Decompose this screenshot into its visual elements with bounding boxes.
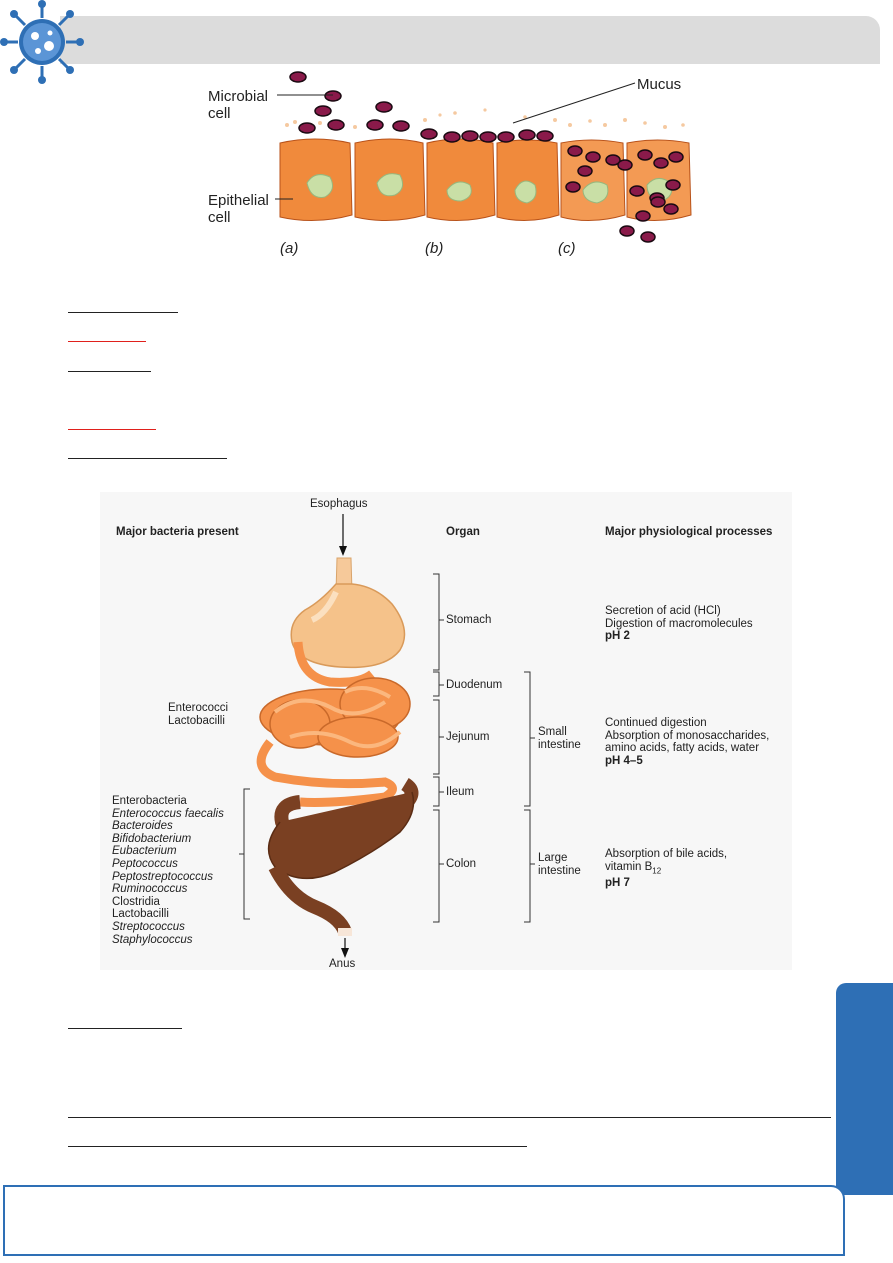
anus-label: Anus [329,958,356,970]
panel-a-label: (a) [280,240,299,257]
note-box [3,1185,845,1256]
epithelium-illustration [195,65,695,265]
answer-line [68,312,178,313]
virus-icon [0,0,84,84]
figure-epithelium [195,65,695,265]
organ-header: Organ [446,526,480,538]
microbial-cell-label: Microbial cell [208,88,269,122]
answer-line [68,371,151,372]
epithelial-cell-label: Epithelial cell [208,192,269,226]
organ-jejunum: Jejunum [446,731,490,743]
mucus-label: Mucus [637,76,682,93]
answer-line [68,458,227,459]
bacteria-upper-list: Enterococci Lactobacilli [168,702,229,727]
organ-ileum: Ileum [446,786,475,798]
large-intestine-processes: Absorption of bile acids, vitamin $B_{12}$ pH 7 [605,848,728,890]
organ-colon: Colon [446,858,477,870]
header-bar [60,16,880,64]
answer-line [68,1146,527,1147]
panel-c-label: (c) [558,240,576,257]
processes-header: Major physiological processes [605,526,773,538]
figure-gi-tract [100,492,792,970]
small-intestine-label: Small intestine [538,726,581,751]
answer-line-red [68,429,156,430]
organ-stomach: Stomach [446,614,492,626]
answer-line-red [68,341,146,342]
panel-b-label: (b) [425,240,444,257]
esophagus-label: Esophagus [310,498,368,510]
chapter-side-tab [836,983,893,1195]
stomach-processes: Secretion of acid (HCl) Digestion of macromolecules pH 2 [605,605,753,643]
stomach-shape [291,584,404,667]
bacteria-header: Major bacteria present [116,526,239,538]
large-intestine-label: Large intestine [538,852,581,877]
organ-duodenum: Duodenum [446,679,503,691]
answer-line [68,1028,182,1029]
small-intestine-processes: Continued digestion Absorption of monosaccharides, amino acids, fatty acids, water pH 4–5 [605,717,770,767]
bacteria-lower-list: Enterobacteria Enterococcus faecalis Bacteroides Bifidobacterium Eubacterium Peptococcus Peptostreptococcus Ruminococcus Clostridia Lactobacilli Streptococcus Staphylococcus [112,795,224,946]
answer-line [68,1117,831,1118]
